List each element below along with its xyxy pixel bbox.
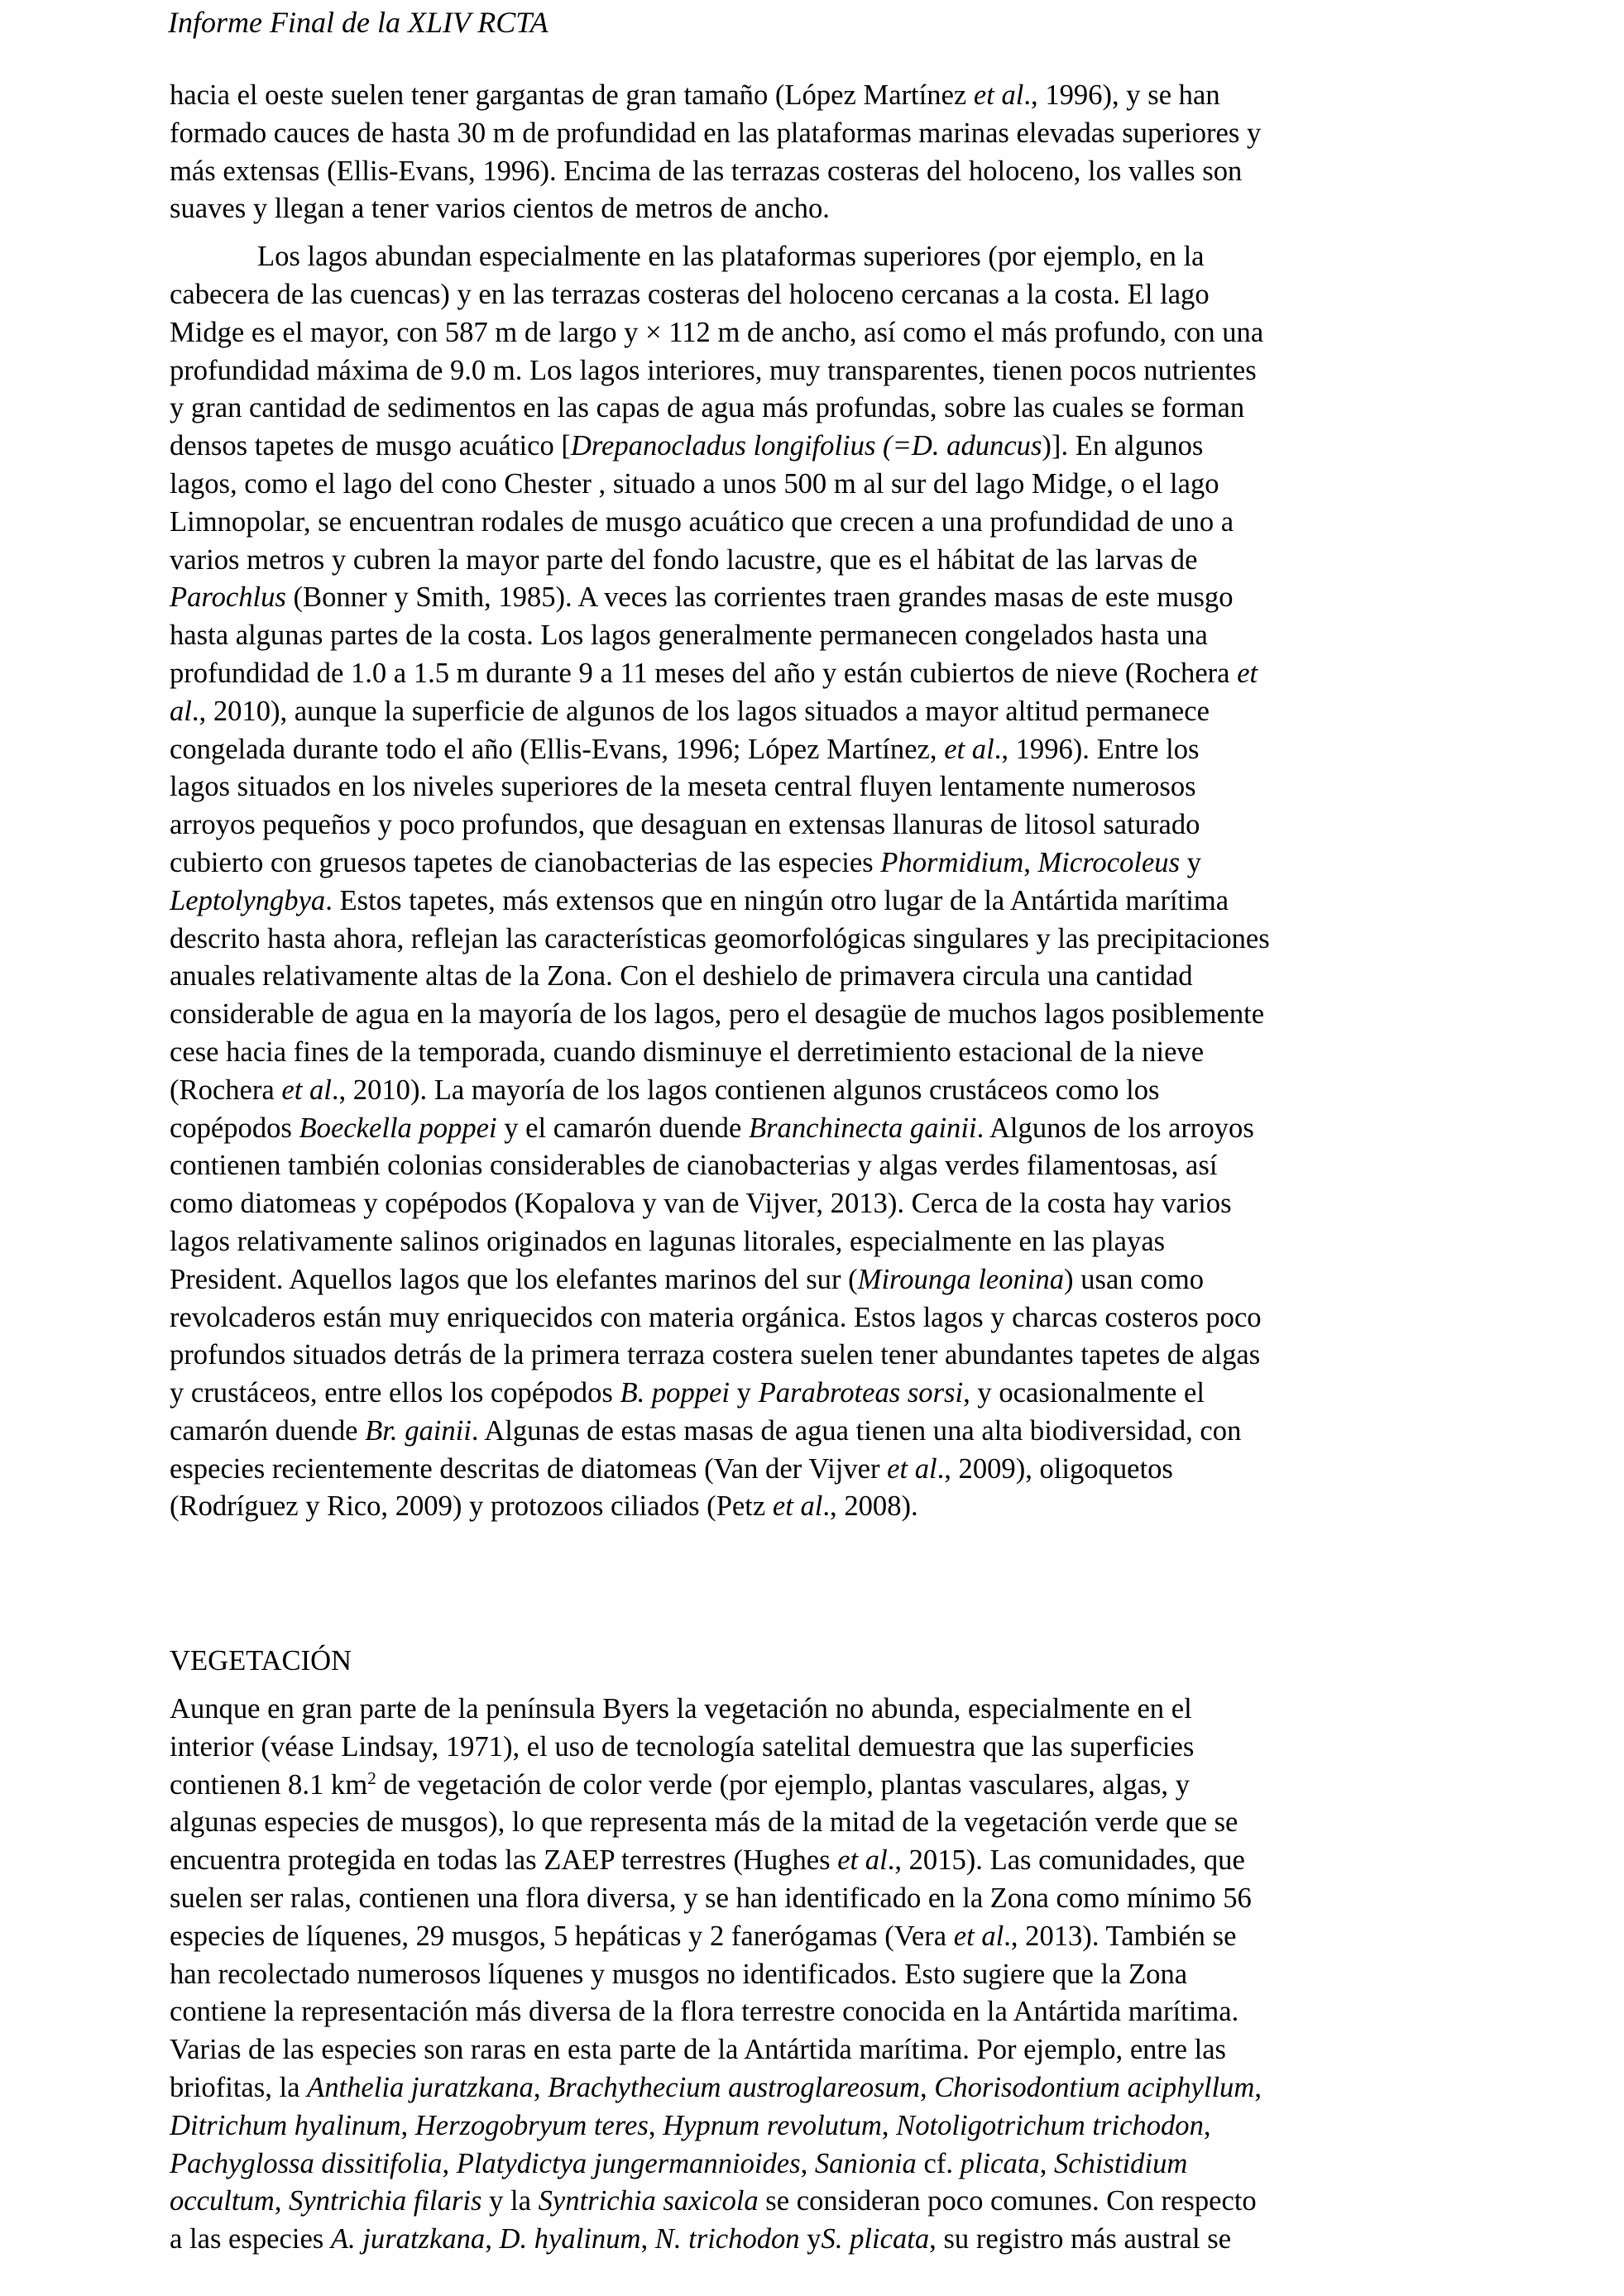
italic-term: B. poppei <box>620 1377 730 1409</box>
text-line <box>170 1842 1468 1880</box>
italic-term: Anthelia juratzkana <box>307 2072 534 2104</box>
text-line <box>170 352 1468 390</box>
text-run: cf. <box>916 2147 961 2179</box>
text-line <box>170 693 1468 731</box>
text-run: Aunque en gran parte de la península Byers la vegetación no abunda, especialmente en el <box>170 1693 1192 1725</box>
text-run: , su registro más austral se <box>929 2223 1232 2255</box>
text-run: ., 2009), oligoquetos <box>937 1452 1173 1485</box>
text-run: copépodos <box>170 1112 299 1144</box>
text-line <box>170 276 1468 314</box>
italic-term: Phormidium <box>880 846 1024 878</box>
italic-term: Platydictya jungermannioides <box>456 2147 801 2179</box>
text-run: Midge es el mayor, con 587 m de largo y × 112 m de ancho, así como el más profundo, con una <box>170 316 1264 348</box>
text-run: ., 2008). <box>822 1490 918 1523</box>
text-run: , <box>442 2147 457 2179</box>
page-header: Informe Final de la XLIV RCTA <box>168 6 549 39</box>
text-line <box>170 1691 1468 1729</box>
text-line <box>170 617 1468 655</box>
italic-term: et al <box>953 1920 1004 1952</box>
text-line <box>170 1375 1468 1413</box>
text-run: revolcaderos están muy enriquecidos con materia orgánica. Estos lagos y charcas costeros poco <box>170 1301 1262 1333</box>
text-run: cese hacia fines de la temporada, cuando disminuye el derretimiento estacional de la nieve <box>170 1036 1205 1068</box>
text-run: cabecera de las cuencas) y en las terrazas costeras del holoceno cercanas a la costa. El lago <box>170 278 1210 310</box>
italic-term: Mirounga leonina <box>857 1263 1065 1295</box>
text-line <box>170 996 1468 1034</box>
text-run: , <box>1254 2072 1262 2104</box>
text-run: , y ocasionalmente el <box>963 1377 1205 1409</box>
text-line <box>170 153 1468 191</box>
text-line <box>170 806 1468 844</box>
text-run: ., 1996). Entre los <box>994 733 1200 765</box>
text-line <box>170 1413 1468 1451</box>
text-line <box>170 1918 1468 1956</box>
italic-term: et al <box>837 1844 888 1877</box>
text-run: interior (véase Lindsay, 1971), el uso de tecnología satelital demuestra que las superficies <box>170 1730 1195 1763</box>
section-heading-vegetacion: VEGETACIÓN <box>170 1645 352 1677</box>
text-run: hasta algunas partes de la costa. Los lagos generalmente permanecen congelados hasta una <box>170 619 1208 652</box>
italic-term: et al <box>887 1452 937 1485</box>
text-line <box>170 390 1468 428</box>
text-line <box>170 1767 1468 1805</box>
text-run: varios metros y cubren la mayor parte del fondo lacustre, que es el hábitat de las larvas de <box>170 543 1198 576</box>
paragraph-1 <box>170 77 1468 228</box>
italic-term: et al <box>772 1490 823 1523</box>
text-run: especies recientemente descritas de diatomeas (Van der Vijver <box>170 1452 888 1485</box>
italic-term: Syntrichia saxicola <box>538 2185 759 2217</box>
text-run: contienen 8.1 km <box>170 1768 368 1801</box>
text-run: , <box>919 2072 935 2104</box>
text-line <box>170 1261 1468 1299</box>
text-line <box>170 2107 1468 2145</box>
text-run: encuentra protegida en todas las ZAEP terrestres (Hughes <box>170 1844 838 1877</box>
text-run: se consideran poco comunes. Con respecto <box>758 2185 1257 2217</box>
italic-term: Notoligotrichum trichodon <box>896 2109 1204 2141</box>
text-line <box>170 1299 1468 1337</box>
text-line <box>170 1804 1468 1842</box>
text-run: Limnopolar, se encuentran rodales de musgo acuático que crecen a una profundidad de uno a <box>170 505 1234 538</box>
text-line <box>170 1072 1468 1110</box>
text-run: Varias de las especies son raras en esta parte de la Antártida marítima. Por ejemplo, entre las <box>170 2034 1226 2066</box>
text-run: , <box>800 2147 815 2179</box>
italic-term: Microcoleus <box>1037 846 1181 878</box>
text-line <box>170 1034 1468 1072</box>
text-run: y <box>1180 846 1201 878</box>
text-line <box>170 1993 1468 2031</box>
text-line <box>170 2145 1468 2184</box>
text-line <box>170 314 1468 352</box>
italic-term: al <box>170 695 192 727</box>
text-line <box>170 1488 1468 1526</box>
italic-term: Brachythecium austroglareosum <box>548 2072 920 2104</box>
italic-term: et al <box>281 1074 332 1106</box>
text-line <box>170 768 1468 806</box>
text-run: y <box>799 2223 822 2255</box>
text-run: , <box>881 2109 897 2141</box>
text-run: President. Aquellos lagos que los elefantes marinos del sur ( <box>170 1263 858 1295</box>
text-line <box>170 2069 1468 2107</box>
text-run: suaves y llegan a tener varios cientos de metros de ancho. <box>170 193 830 225</box>
text-line <box>170 77 1468 115</box>
text-run: formado cauces de hasta 30 m de profundidad en las plataformas marinas elevadas superiores y <box>170 117 1262 149</box>
italic-term: Branchinecta gainii <box>748 1112 977 1144</box>
text-run: densos tapetes de musgo acuático [ <box>170 430 571 462</box>
text-line <box>170 1110 1468 1148</box>
text-run: a las especies <box>170 2223 331 2255</box>
text-line <box>170 2183 1468 2221</box>
text-run: cubierto con gruesos tapetes de cianobacterias de las especies <box>170 846 881 878</box>
italic-term: et al <box>944 733 994 765</box>
text-line <box>170 731 1468 769</box>
text-run: profundidad máxima de 9.0 m. Los lagos interiores, muy transparentes, tienen pocos nutrientes <box>170 354 1257 386</box>
text-line <box>170 1223 1468 1261</box>
italic-term: Hypnum revolutum <box>663 2109 882 2141</box>
text-run: Los lagos abundan especialmente en las plataformas superiores (por ejemplo, en la <box>257 241 1205 273</box>
text-line <box>170 1451 1468 1489</box>
text-run: han recolectado numerosos líquenes y musgos no identificados. Esto sugiere que la Zona <box>170 1958 1188 1990</box>
text-run: y el camarón duende <box>496 1112 749 1144</box>
text-run: , <box>485 2223 500 2255</box>
italic-term: Leptolyngbya <box>170 884 326 916</box>
italic-term: Pachyglossa dissitifolia <box>170 2147 443 2179</box>
text-run: contienen también colonias considerables de cianobacterias y algas verdes filamentosas, así <box>170 1150 1218 1182</box>
superscript: 2 <box>367 1767 376 1788</box>
text-run: , <box>274 2185 290 2217</box>
text-line <box>170 2031 1468 2069</box>
text-run: considerable de agua en la mayoría de los lagos, pero el desagüe de muchos lagos posiblemente <box>170 998 1265 1031</box>
text-run: , <box>1039 2147 1054 2179</box>
italic-term: plicata <box>960 2147 1040 2179</box>
italic-term: Syntrichia filaris <box>289 2185 482 2217</box>
text-run: y crustáceos, entre ellos los copépodos <box>170 1377 620 1409</box>
text-line <box>170 1147 1468 1185</box>
text-run: y <box>730 1377 759 1409</box>
italic-term: Drepanocladus longifolius (=D. aduncus <box>570 430 1042 462</box>
text-line <box>170 921 1468 959</box>
italic-term: S. plicata <box>821 2223 930 2255</box>
text-run: ., 2015). Las comunidades, que <box>887 1844 1245 1877</box>
text-run: camarón duende <box>170 1414 366 1447</box>
text-run: , <box>648 2109 663 2141</box>
text-run: (Bonner y Smith, 1985). A veces las corrientes traen grandes masas de este musgo <box>285 581 1234 614</box>
italic-term: occultum <box>170 2185 275 2217</box>
text-run: como diatomeas y copépodos (Kopalova y van de Vijver, 2013). Cerca de la costa hay varios <box>170 1188 1232 1220</box>
text-run: ) usan como <box>1064 1263 1205 1295</box>
text-run: y gran cantidad de sedimentos en las capas de agua más profundas, sobre las cuales se forman <box>170 392 1245 424</box>
text-line <box>170 542 1468 580</box>
text-run: hacia el oeste suelen tener gargantas de gran tamaño (López Martínez <box>170 79 974 111</box>
text-line <box>170 1185 1468 1223</box>
text-run: de vegetación de color verde (por ejemplo, plantas vasculares, algas, y <box>376 1768 1190 1801</box>
italic-term: Boeckella poppei <box>299 1112 497 1144</box>
text-line <box>170 466 1468 504</box>
text-run: ., 2010). La mayoría de los lagos contienen algunos crustáceos como los <box>331 1074 1160 1106</box>
text-line <box>170 1956 1468 1994</box>
italic-term: N. trichodon <box>654 2223 800 2255</box>
document-body <box>170 77 1468 2259</box>
text-run: , <box>400 2109 415 2141</box>
text-line <box>170 2221 1468 2259</box>
text-run: ., 2010), aunque la superficie de algunos de los lagos situados a mayor altitud permanece <box>191 695 1210 727</box>
text-run: )]. En algunos <box>1042 430 1204 462</box>
italic-term: Schistidium <box>1053 2147 1188 2179</box>
text-run: algunas especies de musgos), lo que representa más de la mitad de la vegetación verde que se <box>170 1806 1238 1839</box>
text-run: (Rochera <box>170 1074 282 1106</box>
text-run: . Algunos de los arroyos <box>976 1112 1254 1144</box>
text-line <box>170 190 1468 228</box>
italic-term: A. juratzkana <box>330 2223 486 2255</box>
text-line <box>170 1729 1468 1767</box>
text-run: más extensas (Ellis-Evans, 1996). Encima de las terrazas costeras del holoceno, los valles son <box>170 155 1243 187</box>
text-run: , <box>1023 846 1038 878</box>
text-line <box>170 655 1468 693</box>
text-run: . Estos tapetes, más extensos que en ningún otro lugar de la Antártida marítima <box>325 884 1229 916</box>
text-run: arroyos pequeños y poco profundos, que desaguan en extensas llanuras de litosol saturado <box>170 809 1200 841</box>
text-run: y la <box>481 2185 539 2217</box>
italic-term: Br. gainii <box>365 1414 472 1447</box>
text-run: profundidad de 1.0 a 1.5 m durante 9 a 11 meses del año y están cubiertos de nieve (Rochera <box>170 657 1238 689</box>
italic-term: Chorisodontium aciphyllum <box>934 2072 1255 2104</box>
text-run: contiene la representación más diversa de la flora terrestre conocida en la Antártida marítima. <box>170 1996 1239 2028</box>
italic-term: Parabroteas sorsi <box>758 1377 964 1409</box>
text-run: , <box>640 2223 655 2255</box>
text-run: , <box>1203 2109 1211 2141</box>
text-run: ., 2013). También se <box>1004 1920 1237 1952</box>
text-run: especies de líquenes, 29 musgos, 5 hepáticas y 2 fanerógamas (Vera <box>170 1920 954 1952</box>
text-line <box>170 844 1468 883</box>
text-run: lagos, como el lago del cono Chester , situado a unos 500 m al sur del lago Midge, o el lago <box>170 467 1219 500</box>
text-run: profundos situados detrás de la primera terraza costera suelen tener abundantes tapetes de algas <box>170 1339 1261 1371</box>
italic-term: Parochlus <box>170 581 286 614</box>
text-line <box>170 504 1468 542</box>
text-run: congelada durante todo el año (Ellis-Evans, 1996; López Martínez, <box>170 733 945 765</box>
text-line <box>170 579 1468 617</box>
text-run: lagos situados en los niveles superiores de la meseta central fluyen lentamente numerosos <box>170 771 1196 803</box>
paragraph-2 <box>170 238 1468 1526</box>
italic-term: Herzogobryum teres <box>414 2109 649 2141</box>
text-run: ., 1996), y se han <box>1023 79 1220 111</box>
text-run: lagos relativamente salinos originados en lagunas litorales, especialmente en las playas <box>170 1225 1166 1257</box>
text-line <box>170 238 1468 276</box>
text-line <box>170 1337 1468 1375</box>
text-run: , <box>533 2072 549 2104</box>
text-line <box>170 883 1468 921</box>
text-line <box>170 428 1468 466</box>
text-run: descrito hasta ahora, reflejan las características geomorfológicas singulares y las precipitaciones <box>170 922 1270 954</box>
text-line <box>170 1880 1468 1918</box>
italic-term: D. hyalinum <box>499 2223 641 2255</box>
italic-term: Sanionia <box>814 2147 917 2179</box>
text-run: suelen ser ralas, contienen una flora diversa, y se han identificado en la Zona como mínimo 56 <box>170 1882 1252 1915</box>
text-line <box>170 958 1468 996</box>
italic-term: et <box>1237 657 1258 689</box>
italic-term: et al <box>973 79 1024 111</box>
text-run: (Rodríguez y Rico, 2009) y protozoos ciliados (Petz <box>170 1490 773 1523</box>
text-line <box>170 115 1468 153</box>
text-run: anuales relativamente altas de la Zona. Con el deshielo de primavera circula una cantidad <box>170 960 1193 993</box>
paragraph-3 <box>170 1691 1468 2259</box>
text-run: . Algunas de estas masas de agua tienen una alta biodiversidad, con <box>471 1414 1242 1447</box>
text-run: briofitas, la <box>170 2072 308 2104</box>
italic-term: Ditrichum hyalinum <box>170 2109 401 2141</box>
